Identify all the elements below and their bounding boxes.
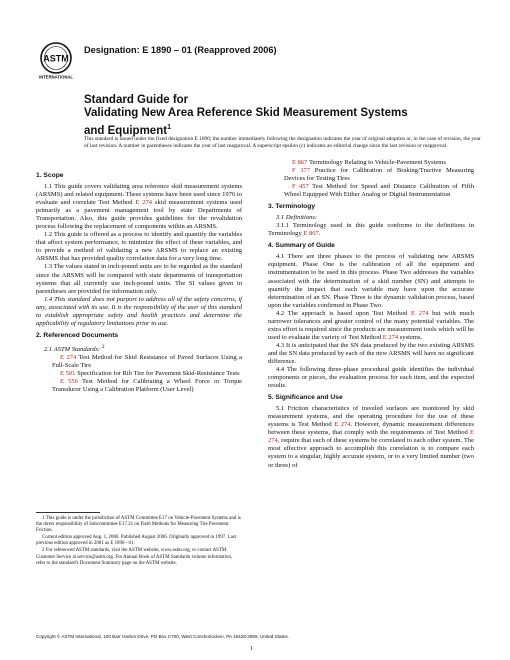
- paragraph-4-3: 4.3 It is anticipated that the SN data produced by the two existing ARSMS and the SN data produced by each of the new ARSMS will have no significant difference.: [268, 341, 474, 365]
- section-heading-scope: 1. Scope: [36, 172, 64, 179]
- link-e274[interactable]: E 274: [382, 333, 399, 341]
- title-line-2: Validating New Area Reference Skid Measurement Systems: [84, 107, 408, 119]
- left-column: [36, 172, 242, 394]
- paragraph-4-2: 4.2 The approach is based upon Test Method E 274 but with much narrower tolerances and greater control of the many potential variables. The extra effort is required since the products are measurement tools which will be used to evaluate the variety of Test Method E 274 systems.: [268, 309, 474, 341]
- footnote-rule: [36, 512, 100, 513]
- link-f457[interactable]: F 457: [292, 183, 309, 191]
- link-e274[interactable]: E 274: [60, 354, 77, 362]
- reference-item: E 501 Specification for Rib Tire for Pavement Skid-Resistance Tests: [60, 370, 240, 378]
- reference-item: F 377 Practice for Calibration of Braking/Tractive Measuring Devices for Testing Tires: [284, 167, 474, 183]
- footnote-2: 2 For referenced ASTM standards, visit the ASTM website, www.astm.org, or contact ASTM Customer Service at service@astm.org. For Annual Book of ASTM Standards volume information, refer to the standard's Document Summary page on the ASTM website.: [36, 548, 233, 566]
- paragraph-4-4: 4.4 The following three-phase procedural guide identifies the individual components or pieces, the evaluation process for each item, and the expected results.: [268, 366, 474, 390]
- footnote-1: 1 This guide is under the jurisdiction of ASTM Committee E17 on Vehicle-Pavement Systems and is the direct responsibility of Subcommittee E17.21 on Field Methods for Measuring Tire Pavement Friction.: [36, 516, 241, 534]
- paragraph-5-1: 5.1 Friction characteristics of traveled surfaces are monitored by skid measurement systems, and the operating procedure for the use of these systems is Test Method E 274. However, dynamic measurement differences between these systems, that comply with the requirements of Test Method E 274, require that each of these systems be correlated to each other system. The most effective approach to accomplish this correlation is to compare each system to a singular, highly accurate system, or to a very limited number (two or three) of: [268, 405, 474, 469]
- paragraph-1-1: 1.1 This guide covers validating area reference skid measurement systems (ARSMS) and related equipment. These systems have been used since 1976 to evaluate and correlate Test Method E 274 skid measurement systems used primarily as a pavement management tool by state Departments of Transportation. Also, this guide provides guidelines for the revalidation process following the replacement of components within an ARSMS.: [36, 183, 242, 231]
- link-e274[interactable]: E 274: [334, 421, 351, 429]
- copyright-line: Copyright © ASTM International, 100 Barr Harbor Drive, PO Box C700, West Conshohocken, PA 19428-2959, United States.: [36, 634, 289, 639]
- reference-item: F 457 Test Method for Speed and Distance Calibration of Fifth Wheel Equipped With Either Analog or Digital Instrumentation: [284, 183, 474, 199]
- footnote-1-edition: Current edition approved Aug. 1, 2006. Published August 2006. Originally approved in 1997. Last previous edition approved in 2001 as E 1890 - 01.: [36, 535, 237, 547]
- issuance-notice: This standard is issued under the fixed designation E 1890; the number immediately following the designation indicates the year of original adoption or, in the case of revision, the year of last revision. A number in parentheses indicates the year of last reapproval. A superscript epsilon (ε) indicates an editorial change since the last revision or reapproval.: [84, 136, 481, 149]
- title-line-3: and Equipment$^1$: [84, 123, 171, 137]
- reference-item: E 867 Terminology Relating to Vehicle-Pavement Systems: [292, 159, 446, 166]
- link-e274[interactable]: E 274: [410, 309, 429, 317]
- page-number: 1: [250, 646, 253, 652]
- paragraph-1-2: 1.2 This guide is offered as a process to identify and quantify the variables that affect system performance, to minimize the effect of these variables, and to provide a method of validating a new ARSMS to replace an existing ARSMS that has provided quality correlation data for a very long time.: [36, 231, 242, 263]
- designation: Designation: E 1890 – 01 (Reapproved 2006): [84, 45, 277, 55]
- paragraph-4-1: 4.1 There are three phases to the process of validating new ARSMS equipment. Phase One is the calibration of all the equipment and instrumentation to be used in this process. Phase Two addresses the variables associated with the determination of a skid number (SN) and attempts to quantify the impact that each variable may have upon the accurate determination of an SN. Phase Three is the dynamic validation process, based upon the variables confirmed in Phase Two.: [268, 253, 474, 309]
- paragraph-3-1: 3.1 Definitions:: [276, 214, 318, 222]
- right-column: [268, 159, 474, 470]
- paragraph-1-3: 1.3 The values stated in inch-pound units are to be regarded as the standard since the ARSMS will be compared with state departments of transportation systems that all currently use inch-pound units. The SI values given in parentheses are provided for information only.: [36, 263, 242, 295]
- link-e274[interactable]: E 274: [135, 199, 153, 207]
- link-e556[interactable]: E 556: [60, 378, 78, 386]
- section-heading-referenced-documents: 2. Referenced Documents: [36, 331, 119, 339]
- paragraph-3-1-1: 3.1.1 Terminology used in this guide conforms to the definitions in Terminology E 867.: [268, 222, 474, 238]
- link-e867[interactable]: E 867: [303, 230, 319, 238]
- astm-logo: [36, 40, 76, 80]
- svg-text:ASTM: ASTM: [43, 53, 69, 64]
- section-heading-summary: 4. Summary of Guide: [268, 242, 335, 250]
- svg-text:INTERNATIONAL: INTERNATIONAL: [39, 74, 73, 80]
- section-heading-terminology: 3. Terminology: [268, 203, 316, 211]
- document-title: [84, 94, 484, 138]
- link-e867[interactable]: E 867: [292, 159, 308, 166]
- paragraph-1-4: 1.4 This standard does not purport to address all of the safety concerns, if any, associated with its use. It is the responsibility of the user of this standard to establish appropriate safety and health practices and determine the applicability of regulatory limitations prior to use.: [36, 295, 242, 327]
- title-footnote-mark: 1: [167, 123, 171, 131]
- astm-standards-label: 2.1 ASTM Standards: $^2$: [44, 343, 105, 354]
- reference-item: E 274 Test Method for Skid Resistance of Paved Surfaces Using a Full-Scale Tire: [52, 354, 242, 370]
- reference-item: E 556 Test Method for Calibrating a Wheel Force or Torque Transducer Using a Calibration Platform (User Level): [52, 378, 242, 394]
- footnotes: [36, 512, 242, 568]
- link-f377[interactable]: F 377: [292, 167, 311, 175]
- link-e274[interactable]: E 274: [268, 429, 474, 445]
- title-line-1: Standard Guide for: [84, 94, 189, 106]
- section-heading-significance: 5. Significance and Use: [268, 394, 343, 402]
- link-e501[interactable]: E 501: [60, 370, 76, 378]
